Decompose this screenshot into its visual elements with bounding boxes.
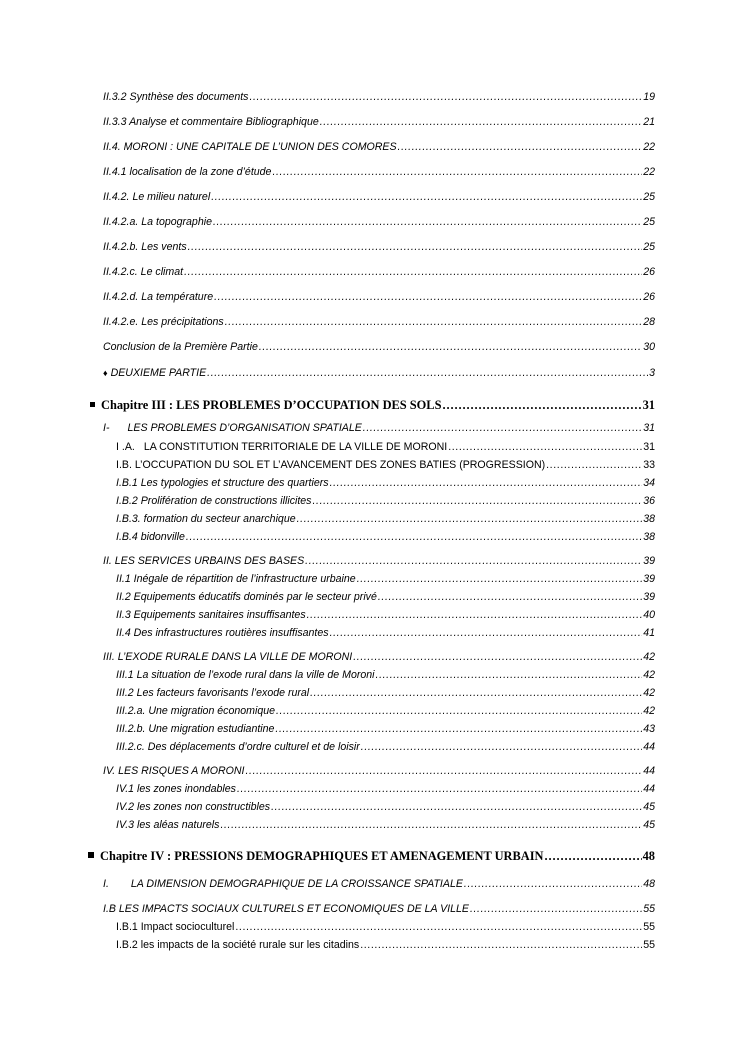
toc-entry[interactable] bbox=[116, 800, 655, 814]
toc-entry-page: 21 bbox=[643, 116, 655, 128]
toc-entry[interactable] bbox=[103, 421, 655, 435]
toc-entry[interactable] bbox=[116, 920, 655, 934]
toc-entry-page: 55 bbox=[643, 939, 655, 951]
toc-entry[interactable] bbox=[103, 340, 655, 354]
toc-entry-label: II.3.2 Synthèse des documents bbox=[103, 91, 249, 103]
toc-entry-label: IV.2 les zones non constructibles bbox=[116, 801, 271, 813]
toc-chapter-label: Chapitre IV : PRESSIONS DEMOGRAPHIQUES ET AMENAGEMENT URBAIN bbox=[100, 849, 544, 863]
dot-leader bbox=[378, 590, 642, 604]
dot-leader bbox=[211, 190, 642, 204]
toc-entry-label: III.2.c. Des déplacements d’ordre culturel et de loisir bbox=[116, 741, 360, 753]
toc-entry-page: 42 bbox=[643, 669, 655, 681]
toc-entry[interactable] bbox=[116, 494, 655, 508]
toc-entry[interactable] bbox=[116, 686, 655, 700]
toc-entry-label: II.4.2.d. La température bbox=[103, 291, 214, 303]
toc-entry-page: 26 bbox=[643, 266, 655, 278]
toc-entry-page: 34 bbox=[643, 477, 655, 489]
toc-entry-label: III. L’EXODE RURALE DANS LA VILLE DE MORONI bbox=[103, 651, 353, 663]
toc-entry-page: 22 bbox=[643, 141, 655, 153]
toc-entry[interactable] bbox=[116, 476, 655, 490]
toc-entry[interactable] bbox=[116, 572, 655, 586]
toc-entry-page: 22 bbox=[643, 166, 655, 178]
toc-entry[interactable] bbox=[116, 440, 655, 454]
dot-leader bbox=[297, 512, 643, 526]
toc-entry-page: 55 bbox=[643, 903, 655, 915]
dot-leader bbox=[214, 290, 642, 304]
toc-entry-page: 45 bbox=[643, 801, 655, 813]
toc-entry-page: 40 bbox=[643, 609, 655, 621]
toc-entry[interactable] bbox=[116, 530, 655, 544]
toc-entry-label: II.1 Inégale de répartition de l’infrastructure urbaine bbox=[116, 573, 356, 585]
toc-entry-page: 55 bbox=[643, 921, 655, 933]
toc-entry-label: II.3 Equipements sanitaires insuffisantes bbox=[116, 609, 306, 621]
toc-entry-page: 26 bbox=[643, 291, 655, 303]
dot-leader bbox=[357, 572, 643, 586]
dot-leader bbox=[271, 800, 642, 814]
dot-leader bbox=[363, 421, 642, 435]
toc-chapter-label: Chapitre III : LES PROBLEMES D’OCCUPATION DES SOLS bbox=[101, 398, 442, 412]
toc-entry-page: 19 bbox=[643, 91, 655, 103]
dot-leader bbox=[188, 240, 643, 254]
toc-entry-label: II.4.2.b. Les vents bbox=[103, 241, 187, 253]
toc-entry-label: I.B.3. formation du secteur anarchique bbox=[116, 513, 296, 525]
dot-leader bbox=[545, 848, 642, 864]
dot-leader bbox=[353, 650, 642, 664]
drop-bullet-icon: ♦ bbox=[103, 368, 108, 378]
dot-leader bbox=[330, 626, 643, 640]
dot-leader bbox=[360, 938, 642, 952]
dot-leader bbox=[275, 722, 642, 736]
toc-entry-part[interactable] bbox=[103, 366, 655, 380]
dot-leader bbox=[207, 366, 648, 380]
toc-entry-page: 44 bbox=[643, 783, 655, 795]
dot-leader bbox=[470, 902, 642, 916]
toc-entry-page: 43 bbox=[643, 723, 655, 735]
dot-leader bbox=[225, 315, 642, 329]
dot-leader bbox=[307, 608, 643, 622]
toc-entry-label: Conclusion de la Première Partie bbox=[103, 341, 258, 353]
toc-entry[interactable] bbox=[116, 458, 655, 472]
toc-entry-label: II.2 Equipements éducatifs dominés par le secteur privé bbox=[116, 591, 377, 603]
toc-entry[interactable] bbox=[103, 764, 655, 778]
toc-entry-label: IV. LES RISQUES A MORONI bbox=[103, 765, 245, 777]
toc-entry-label: LA DIMENSION DEMOGRAPHIQUE DE LA CROISSANCE SPATIALE bbox=[130, 878, 463, 890]
dot-leader bbox=[448, 440, 642, 454]
toc-entry-page: 38 bbox=[643, 531, 655, 543]
toc-entry-label: III.1 La situation de l’exode rural dans la ville de Moroni bbox=[116, 669, 375, 681]
toc-entry[interactable] bbox=[116, 818, 655, 832]
toc-entry-label: I.B. L’OCCUPATION DU SOL ET L’AVANCEMENT DES ZONES BATIES (PROGRESSION) bbox=[116, 459, 546, 471]
toc-entry[interactable] bbox=[103, 315, 655, 329]
toc-entry[interactable] bbox=[116, 590, 655, 604]
toc-chapter-4[interactable] bbox=[88, 848, 655, 864]
toc-entry[interactable] bbox=[103, 877, 655, 891]
toc-entry-page: 39 bbox=[643, 555, 655, 567]
toc-entry[interactable] bbox=[103, 90, 655, 104]
toc-entry-label: I.B.1 Les typologies et structure des quartiers bbox=[116, 477, 329, 489]
toc-entry-page: 3 bbox=[649, 367, 655, 379]
toc-entry-page: 25 bbox=[643, 216, 655, 228]
toc-entry-label: II.4.2.a. La topographie bbox=[103, 216, 212, 228]
toc-entry[interactable] bbox=[116, 512, 655, 526]
toc-entry-page: 31 bbox=[643, 422, 655, 434]
toc-entry[interactable] bbox=[103, 190, 655, 204]
toc-entry-label: DEUXIEME PARTIE bbox=[110, 367, 207, 379]
dot-leader bbox=[312, 494, 642, 508]
toc-entry-page: 38 bbox=[643, 513, 655, 525]
toc-entry-page: 39 bbox=[643, 591, 655, 603]
dot-leader bbox=[276, 704, 642, 718]
dot-leader bbox=[220, 818, 642, 832]
dot-leader bbox=[398, 140, 643, 154]
dot-leader bbox=[272, 165, 642, 179]
toc-entry-label: IV.3 les aléas naturels bbox=[116, 819, 220, 831]
toc-entry-label: IV.1 les zones inondables bbox=[116, 783, 236, 795]
toc-entry-page: 25 bbox=[643, 191, 655, 203]
toc-entry[interactable] bbox=[116, 782, 655, 796]
toc-chapter-page: 48 bbox=[642, 849, 655, 863]
dot-leader bbox=[184, 265, 642, 279]
toc-entry-number: I .A. bbox=[116, 441, 135, 453]
toc-entry-label: I.B.2 les impacts de la société rurale sur les citadins bbox=[116, 939, 360, 951]
toc-entry-page: 45 bbox=[643, 819, 655, 831]
toc-entry[interactable] bbox=[103, 240, 655, 254]
toc-entry-page: 48 bbox=[643, 878, 655, 890]
toc-entry[interactable] bbox=[116, 740, 655, 754]
square-bullet-icon bbox=[88, 852, 94, 858]
toc-entry[interactable] bbox=[103, 290, 655, 304]
toc-entry[interactable] bbox=[103, 165, 655, 179]
toc-entry-page: 42 bbox=[643, 687, 655, 699]
toc-entry-label: II.4.2. Le milieu naturel bbox=[103, 191, 211, 203]
toc-entry-label: LA CONSTITUTION TERRITORIALE DE LA VILLE DE MORONI bbox=[143, 441, 448, 453]
dot-leader bbox=[464, 877, 642, 891]
toc-entry-label: II.4.2.c. Le climat bbox=[103, 266, 184, 278]
toc-chapter-page: 31 bbox=[642, 398, 655, 412]
toc-entry[interactable] bbox=[116, 608, 655, 622]
dot-leader bbox=[259, 340, 642, 354]
toc-entry-page: 28 bbox=[643, 316, 655, 328]
toc-entry-page: 42 bbox=[643, 651, 655, 663]
toc-entry-label: II. LES SERVICES URBAINS DES BASES bbox=[103, 555, 305, 567]
dot-leader bbox=[237, 782, 642, 796]
dot-leader bbox=[186, 530, 642, 544]
toc-entry-label: II.4. MORONI : UNE CAPITALE DE L’UNION DES COMORES bbox=[103, 141, 397, 153]
toc-entry[interactable] bbox=[103, 902, 655, 916]
toc-entry-page: 31 bbox=[643, 441, 655, 453]
toc-entry-label: III.2 Les facteurs favorisants l’exode rural bbox=[116, 687, 310, 699]
toc-entry[interactable] bbox=[103, 554, 655, 568]
toc-entry-page: 44 bbox=[643, 765, 655, 777]
toc-entry-number: I- bbox=[103, 422, 110, 434]
toc-entry[interactable] bbox=[116, 668, 655, 682]
dot-leader bbox=[213, 215, 642, 229]
toc-entry[interactable] bbox=[116, 704, 655, 718]
dot-leader bbox=[442, 397, 641, 413]
toc-entry-page: 41 bbox=[643, 627, 655, 639]
toc-entry-label: III.2.b. Une migration estudiantine bbox=[116, 723, 275, 735]
dot-leader bbox=[310, 686, 642, 700]
square-bullet-icon bbox=[90, 402, 95, 407]
toc-entry-page: 33 bbox=[643, 459, 655, 471]
dot-leader bbox=[249, 90, 642, 104]
dot-leader bbox=[330, 476, 643, 490]
dot-leader bbox=[235, 920, 642, 934]
toc-entry-label: I.B.2 Prolifération de constructions illicites bbox=[116, 495, 312, 507]
toc-entry-label: II.4 Des infrastructures routières insuffisantes bbox=[116, 627, 329, 639]
dot-leader bbox=[320, 115, 642, 129]
toc-entry[interactable] bbox=[103, 215, 655, 229]
toc-entry-page: 30 bbox=[643, 341, 655, 353]
toc-entry[interactable] bbox=[116, 722, 655, 736]
toc-entry-page: 39 bbox=[643, 573, 655, 585]
toc-entry-number: I. bbox=[103, 878, 109, 890]
toc-entry[interactable] bbox=[103, 115, 655, 129]
toc-entry[interactable] bbox=[116, 626, 655, 640]
toc-entry-page: 25 bbox=[643, 241, 655, 253]
toc-entry-label: I.B.4 bidonville bbox=[116, 531, 185, 543]
toc-entry-page: 42 bbox=[643, 705, 655, 717]
toc-entry[interactable] bbox=[103, 265, 655, 279]
toc-entry-label: I.B.1 Impact socioculturel bbox=[116, 921, 235, 933]
dot-leader bbox=[245, 764, 642, 778]
dot-leader bbox=[546, 458, 642, 472]
toc-entry-label: LES PROBLEMES D’ORGANISATION SPATIALE bbox=[127, 422, 362, 434]
toc-entry[interactable] bbox=[103, 650, 655, 664]
toc-entry[interactable] bbox=[116, 938, 655, 952]
toc-entry-label: I.B LES IMPACTS SOCIAUX CULTURELS ET ECONOMIQUES DE LA VILLE bbox=[103, 903, 469, 915]
toc-entry-page: 36 bbox=[643, 495, 655, 507]
toc-entry-label: III.2.a. Une migration économique bbox=[116, 705, 275, 717]
toc-entry-label: II.4.1 localisation de la zone d’étude bbox=[103, 166, 272, 178]
dot-leader bbox=[305, 554, 642, 568]
toc-entry-label: II.3.3 Analyse et commentaire Bibliographique bbox=[103, 116, 319, 128]
dot-leader bbox=[361, 740, 642, 754]
toc-entry-label: II.4.2.e. Les précipitations bbox=[103, 316, 224, 328]
dot-leader bbox=[376, 668, 643, 682]
toc-entry-page: 44 bbox=[643, 741, 655, 753]
toc-entry[interactable] bbox=[103, 140, 655, 154]
toc-chapter-3[interactable] bbox=[90, 397, 655, 413]
